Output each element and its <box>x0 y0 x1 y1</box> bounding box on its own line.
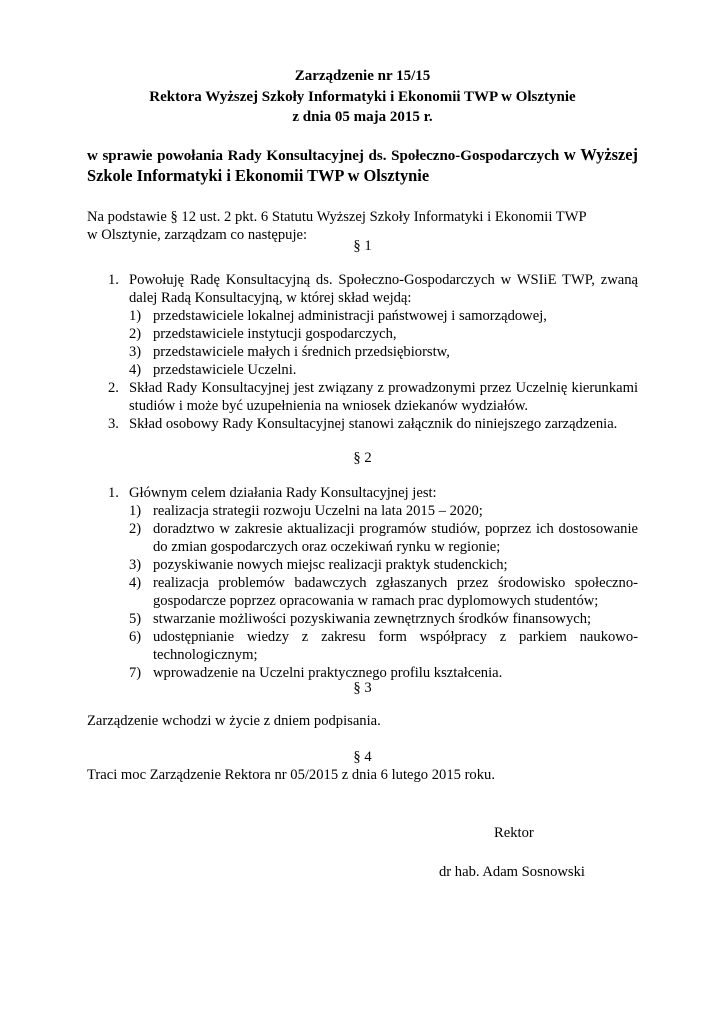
sub-item-number: 7) <box>129 665 142 681</box>
sub-list-item <box>87 325 638 343</box>
list-item-number: 2. <box>108 380 119 396</box>
sub-item-number: 2) <box>129 521 142 537</box>
document-header <box>0 66 725 128</box>
regulation-subject <box>87 145 638 187</box>
sub-list-item <box>87 361 638 379</box>
list-item-number: 3. <box>108 416 119 432</box>
sub-item-number: 3) <box>129 557 142 573</box>
intro-line-2: w Olsztynie, zarządzam co następuje: <box>87 227 308 243</box>
sub-item-text: realizacja problemów badawczych zgłaszanych przez środowisko społeczno-gospodarcze poprzez opracowania w ramach prac dyplomowych studentów; <box>153 575 638 609</box>
sub-item-text: przedstawiciele instytucji gospodarczych, <box>153 326 397 342</box>
sub-item-number: 1) <box>129 503 142 519</box>
section-1-list <box>87 271 638 433</box>
list-item <box>87 379 638 415</box>
sub-item-text: pozyskiwanie nowych miejsc realizacji praktyk studenckich; <box>153 557 508 573</box>
sub-item-text: przedstawiciele małych i średnich przedsiębiorstw, <box>153 344 450 360</box>
intro-line-1: Na podstawie § 12 ust. 2 pkt. 6 Statutu Wyższej Szkoły Informatyki i Ekonomii TWP <box>87 209 587 225</box>
sub-item-number: 5) <box>129 611 142 627</box>
sub-list-item <box>87 307 638 325</box>
sub-item-text: wprowadzenie na Uczelni praktycznego profilu kształcenia. <box>153 665 503 681</box>
sub-list-item <box>87 556 638 574</box>
issuer: Rektora Wyższej Szkoły Informatyki i Ekonomii TWP w Olsztynie <box>149 88 576 105</box>
signature-title: Rektor <box>494 825 534 841</box>
signature-name: dr hab. Adam Sosnowski <box>439 864 585 880</box>
sub-list-item <box>87 502 638 520</box>
sub-list-item <box>87 520 638 556</box>
sub-item-text: przedstawiciele lokalnej administracji państwowej i samorządowej, <box>153 308 547 324</box>
list-item-text: Skład Rady Konsultacyjnej jest związany z prowadzonymi przez Uczelnię kierunkami studiów i może być uzupełnienia na wniosek dziekanów wydziałów. <box>129 380 638 414</box>
sub-item-text: udostępnianie wiedzy z zakresu form współpracy z parkiem naukowo-technologicznym; <box>153 629 638 663</box>
sub-item-number: 4) <box>129 575 142 591</box>
sub-item-number: 3) <box>129 344 142 360</box>
section-2-list <box>87 484 638 682</box>
section-1-heading: § 1 <box>353 238 372 254</box>
list-item-text: Głównym celem działania Rady Konsultacyjnej jest: <box>129 485 437 501</box>
section-4-text: Traci moc Zarządzenie Rektora nr 05/2015 z dnia 6 lutego 2015 roku. <box>87 767 495 783</box>
sub-item-text: stwarzanie możliwości pozyskiwania zewnętrznych środków finansowych; <box>153 611 592 627</box>
sub-list-item <box>87 628 638 664</box>
sub-item-number: 4) <box>129 362 142 378</box>
sub-item-text: doradztwo w zakresie aktualizacji programów studiów, poprzez ich dostosowanie do zmian gospodarczych oraz oczekiwań rynku w regionie; <box>153 521 638 555</box>
section-3-text: Zarządzenie wchodzi w życie z dniem podpisania. <box>87 713 381 729</box>
subject-part-1: w sprawie powołania Rady Konsultacyjnej ds. Społeczno-Gospodarczych <box>87 148 564 164</box>
sub-list-item <box>87 574 638 610</box>
list-item <box>87 415 638 433</box>
sub-item-number: 6) <box>129 629 142 645</box>
list-item <box>87 484 638 502</box>
regulation-date: z dnia 05 maja 2015 r. <box>292 109 433 125</box>
section-4-heading: § 4 <box>353 749 372 765</box>
sub-item-number: 2) <box>129 326 142 342</box>
section-2-heading: § 2 <box>353 450 372 466</box>
sub-item-number: 1) <box>129 308 142 324</box>
sub-list-item <box>87 610 638 628</box>
list-item <box>87 271 638 307</box>
section-3-heading: § 3 <box>353 680 372 696</box>
sub-item-text: realizacja strategii rozwoju Uczelni na lata 2015 – 2020; <box>153 503 483 519</box>
sub-item-text: przedstawiciele Uczelni. <box>153 362 297 378</box>
list-item-number: 1. <box>108 272 119 288</box>
list-item-text: Powołuję Radę Konsultacyjną ds. Społeczno-Gospodarczych w WSIiE TWP, zwaną dalej Radą Konsultacyjną, w której skład wejdą: <box>129 272 638 306</box>
subject-part-2: w Wyższej Szkole Informatyki i Ekonomii TWP w Olsztynie <box>87 145 638 185</box>
list-item-number: 1. <box>108 485 119 501</box>
regulation-number: Zarządzenie nr 15/15 <box>294 68 431 84</box>
list-item-text: Skład osobowy Rady Konsultacyjnej stanowi załącznik do niniejszego zarządzenia. <box>129 416 618 432</box>
sub-list-item <box>87 343 638 361</box>
